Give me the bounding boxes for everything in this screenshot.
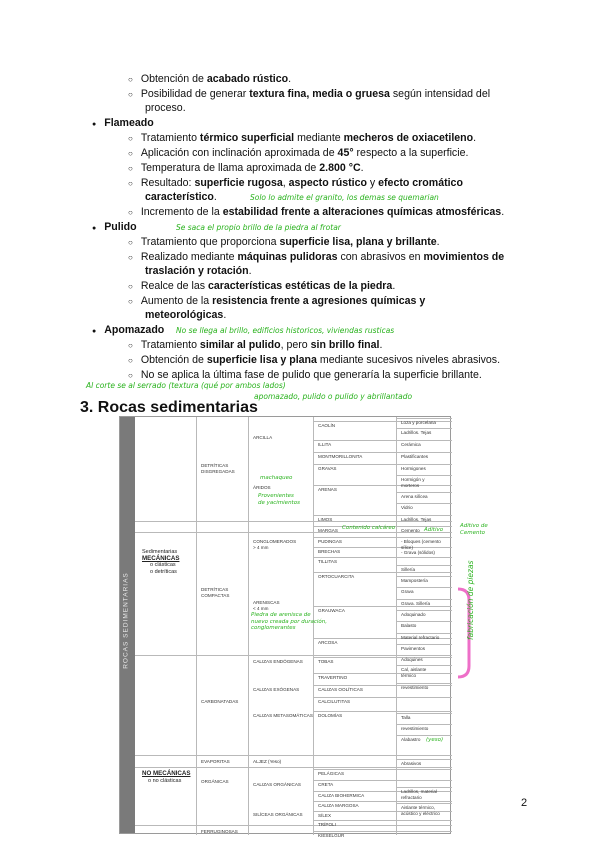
- table-handwritten-note: Piedra de arenisca de nuevo creada por duración, conglomerantes: [251, 612, 327, 631]
- sub-bullet-item: [128, 87, 490, 102]
- sub-bullet-item: [128, 294, 425, 309]
- table-cell: Cerámica: [401, 442, 421, 447]
- table-rule: [396, 576, 452, 577]
- text-run: textura fina, media o gruesa: [249, 88, 390, 100]
- table-cell: Aislante térmico, acústico y eléctrico: [401, 805, 440, 816]
- text-run: , pero: [280, 339, 311, 351]
- text-run: Pulido: [104, 221, 137, 233]
- table-cell: Cemento: [401, 528, 420, 533]
- table-cell: Talla: [401, 715, 411, 720]
- group-line: MECÁNICAS: [142, 554, 180, 562]
- text-run: .: [248, 265, 252, 277]
- table-rule: [396, 633, 452, 634]
- table-cell: Loza y porcelana: [401, 420, 436, 425]
- table-cell: Material refractario: [401, 635, 440, 640]
- table-cell: Ladrillos. Tejas: [401, 517, 432, 522]
- table-cell: ILLITA: [318, 442, 332, 447]
- text-run: Obtención de: [140, 73, 207, 85]
- sub-bullet-item: [128, 205, 504, 220]
- group-line: Sedimentarias: [142, 549, 178, 555]
- table-rule: [396, 610, 452, 611]
- text-run: Tratamiento que proporciona: [140, 236, 280, 248]
- bullet-item: [92, 323, 164, 339]
- table-cell: Grava. Sillería: [401, 601, 431, 606]
- table-rule: [313, 657, 452, 658]
- table-sidebar: [120, 417, 135, 833]
- table-cell: Alabastro: [401, 737, 421, 742]
- table-rule: [313, 572, 452, 573]
- table-cell: ORGÁNICAS: [201, 779, 229, 784]
- text-run: respecto a la superficie.: [353, 147, 469, 159]
- table-rule: [396, 644, 452, 645]
- table-cell: LIMOS: [318, 517, 333, 522]
- table-cell: Sillería: [401, 567, 416, 572]
- table-cell: Balasto: [401, 623, 417, 628]
- text-run: máquinas pulidoras: [237, 251, 338, 263]
- table-rule: [313, 820, 452, 821]
- table-rule: [396, 655, 452, 656]
- table-rule: [396, 475, 452, 476]
- table-cell: SÍLEX: [318, 813, 332, 818]
- text-run: ,: [282, 177, 289, 189]
- text-run: Temperatura de llama aproximada de: [140, 162, 320, 174]
- text-run: .: [473, 132, 477, 144]
- text-run: Posibilidad de generar: [140, 88, 250, 100]
- group-line: NO MECÁNICAS: [142, 770, 191, 777]
- sidebar-label: ROCAS SEDIMENTARIAS: [122, 572, 130, 669]
- table-cell: CALCILUTITAS: [318, 699, 351, 704]
- text-run: .: [379, 339, 383, 351]
- table-cell: ARCOSA: [318, 640, 338, 645]
- table-cell: CALIZA MARGOSA: [318, 803, 359, 808]
- table-rule: [396, 735, 452, 736]
- text-run: superficie lisa, plana y brillante: [279, 236, 437, 248]
- text-run: .: [213, 191, 217, 203]
- table-rule: [396, 683, 452, 684]
- sub-bullet-item: [128, 176, 463, 191]
- table-rule: [313, 801, 452, 802]
- handwritten-note: Al corte se al serrado (textura (qué por ambos lados): [86, 381, 286, 390]
- table-cell: ARENISCAS < 4 mm: [253, 600, 280, 611]
- text-run: Obtención de: [140, 354, 207, 366]
- text-run: superficie lisa y plana: [206, 354, 317, 366]
- text-run: similar al pulido: [199, 339, 281, 351]
- table-rule: [313, 697, 452, 698]
- sub-bullet-circle: ○: [128, 341, 133, 350]
- table-cell: Ladrillos. Tejas: [401, 430, 432, 435]
- sub-bullet-item: [128, 338, 382, 353]
- table-cell: Arena silícea: [401, 494, 428, 499]
- table-rule: [196, 417, 197, 835]
- table-cell: CALIZAS ENDÓGENAS: [253, 659, 303, 664]
- table-rule: [396, 565, 452, 566]
- handwritten-note: Se saca el propio brillo de la piedra al frotar: [176, 223, 341, 232]
- sub-bullet-circle: ○: [128, 134, 133, 143]
- text-run: Resultado:: [140, 177, 195, 189]
- table-rule: [396, 665, 452, 666]
- sub-bullet-circle: ○: [128, 208, 133, 217]
- text-run: Aumento de la: [140, 295, 213, 307]
- table-cell: Hormigón y morteros: [401, 477, 425, 488]
- text-run: Tratamiento: [140, 132, 200, 144]
- table-rule: [396, 515, 452, 516]
- table-rule: [135, 825, 452, 826]
- table-cell: Cal, aislante térmico: [401, 667, 427, 678]
- sub-bullet-circle: ○: [128, 371, 133, 380]
- group-no-mecanicas: [142, 771, 190, 784]
- text-continuation: [145, 264, 252, 278]
- group-line: o detríticas: [150, 568, 177, 575]
- table-rule: [396, 452, 452, 453]
- table-rule: [313, 780, 452, 781]
- bullet-dot: ●: [92, 328, 97, 335]
- table-cell: Vidrio: [401, 505, 413, 510]
- table-rule: [396, 713, 452, 714]
- text-run: .: [436, 236, 440, 248]
- text-run: mediante: [294, 132, 344, 144]
- table-cell: TRAVERTINO: [318, 675, 348, 680]
- text-run: Apomazado: [104, 324, 165, 336]
- sub-bullet-circle: ○: [128, 253, 133, 262]
- table-cell: CALIZAS METASOMÁTICAS: [253, 713, 313, 718]
- text-run: Aplicación con inclinación aproximada de: [140, 147, 338, 159]
- sub-bullet-circle: ○: [128, 238, 133, 247]
- table-cell: EVAPORITAS: [201, 759, 230, 764]
- text-run: características estéticas de la piedra: [207, 280, 393, 292]
- text-run: .: [501, 206, 505, 218]
- text-run: con abrasivos en: [337, 251, 424, 263]
- table-rule: [313, 606, 452, 607]
- table-cell: MARGAS: [318, 528, 338, 533]
- text-run: efecto cromático: [378, 177, 463, 189]
- table-cell: BRECHAS: [318, 549, 341, 554]
- sub-bullet-circle: ○: [128, 179, 133, 188]
- table-cell: DETRÍTICAS DISGREGADAS: [201, 463, 235, 474]
- table-cell: - Bloques (cemento sílice) - Grava (sólidos): [401, 539, 441, 555]
- sub-bullet-circle: ○: [128, 297, 133, 306]
- table-rule: [396, 787, 452, 788]
- handwritten-note: Solo lo admite el granito, los demas se quemarian: [250, 193, 439, 202]
- text-continuation: [145, 190, 217, 204]
- table-rule: [313, 831, 452, 832]
- table-cell: Ladrillos, material refractario: [401, 789, 437, 800]
- table-cell: ORTOCUARCITA: [318, 574, 355, 579]
- text-run: 45°: [337, 147, 354, 159]
- text-run: y: [366, 177, 379, 189]
- table-cell: GRAUWACA: [318, 608, 345, 613]
- text-run: mecheros de oxiacetileno: [343, 132, 474, 144]
- table-cell: CALIZAS ORGÁNICAS: [253, 782, 301, 787]
- table-rule: [313, 557, 452, 558]
- sub-bullet-item: [128, 131, 476, 146]
- table-rule: [313, 485, 452, 486]
- sub-bullet-circle: ○: [128, 282, 133, 291]
- text-run: estabilidad frente a alteraciones químicas atmosféricas: [222, 206, 502, 218]
- table-rule: [135, 767, 452, 768]
- sub-bullet-circle: ○: [128, 356, 133, 365]
- table-rule: [396, 599, 452, 600]
- text-run: .: [223, 309, 227, 321]
- sub-bullet-item: [128, 72, 291, 87]
- table-rule: [396, 492, 452, 493]
- table-cell: ARENAS: [318, 487, 337, 492]
- text-run: Flameado: [104, 117, 154, 129]
- table-rule: [396, 621, 452, 622]
- table-cell: ARCILLA: [253, 435, 273, 440]
- sub-bullet-item: [128, 279, 395, 294]
- table-cell: CRETA: [318, 782, 334, 787]
- bullet-dot: ●: [92, 225, 97, 232]
- table-cell: CALIZAS EXÓGENAS: [253, 687, 300, 692]
- text-run: traslación y rotación: [145, 265, 249, 277]
- table-cell: CARBONATADAS: [201, 699, 239, 704]
- group-mecanicas: [142, 549, 179, 575]
- table-cell: SILÍCEAS ORGÁNICAS: [253, 812, 303, 817]
- table-rule: [396, 537, 452, 538]
- text-run: superficie rugosa: [194, 177, 283, 189]
- table-cell: PELÁGICAS: [318, 771, 345, 776]
- table-cell: TILLITAS: [318, 559, 338, 564]
- table-cell: ALJEZ (Yeso): [253, 759, 282, 764]
- table-cell: MONTMORILLONITA: [318, 454, 363, 459]
- sub-bullet-circle: ○: [128, 90, 133, 99]
- table-cell: ÁRIDOS: [253, 485, 271, 490]
- table-cell: Adoquines: [401, 657, 423, 662]
- table-rule: [396, 418, 452, 419]
- text-run: térmico superficial: [199, 132, 295, 144]
- text-run: .: [392, 280, 396, 292]
- text-run: Realizado mediante: [140, 251, 238, 263]
- table-rule: [396, 440, 452, 441]
- hand-note-vertical: fabricación de piezas: [466, 560, 475, 640]
- table-cell: Pavimentos: [401, 646, 426, 651]
- table-rule: [313, 769, 452, 770]
- sub-bullet-item: [128, 250, 504, 265]
- sub-bullet-circle: ○: [128, 164, 133, 173]
- table-cell: Adoquinado: [401, 612, 426, 617]
- table-cell: DETRÍTICAS COMPACTAS: [201, 587, 230, 598]
- text-run: acabado rústico: [206, 73, 289, 85]
- bullet-dot: ●: [92, 121, 97, 128]
- table-cell: CAOLÍN: [318, 423, 336, 428]
- table-handwritten-note: machaqueo: [260, 475, 293, 481]
- table-handwritten-note: Aditivo: [424, 527, 444, 533]
- text-run: movimientos de: [423, 251, 505, 263]
- table-rule: [313, 685, 452, 686]
- text-run: proceso.: [145, 102, 186, 114]
- text-run: sin brillo final: [310, 339, 380, 351]
- table-cell: revestimiento: [401, 726, 429, 731]
- text-run: mediante sucesivos niveles abrasivos.: [316, 354, 501, 366]
- table-cell: GRAVAS: [318, 466, 337, 471]
- text-run: No se aplica la última fase de pulido que generaría la superficie brillante.: [140, 369, 482, 381]
- table-cell: TRÍPOLI: [318, 822, 336, 827]
- table-rule: [313, 711, 452, 712]
- table-cell: PUDINGAS: [318, 539, 342, 544]
- table-rule: [396, 503, 452, 504]
- handwritten-note: apomazado, pulido o pulido y abrillantado: [254, 392, 413, 401]
- table-cell: revestimiento: [401, 685, 429, 690]
- table-cell: Grava: [401, 589, 414, 594]
- handwritten-note: No se llega al brillo, edificios historicos, viviendas rusticas: [176, 326, 395, 335]
- table-handwritten-note: (yeso): [426, 737, 444, 743]
- table-cell: CALIZA BIOHERMICA: [318, 793, 365, 798]
- table-handwritten-note: Contenido calcáreo: [342, 525, 396, 531]
- bullet-item: [92, 116, 154, 132]
- table-rule: [135, 755, 452, 756]
- table-cell: CONGLOMERADOS > 4 mm: [253, 539, 297, 550]
- table-handwritten-note: Aditivo de Cemento: [460, 523, 488, 536]
- table-rule: [396, 724, 452, 725]
- text-run: aspecto rústico: [288, 177, 367, 189]
- table-cell: Abrasivos: [401, 761, 422, 766]
- text-run: Realce de las: [140, 280, 208, 292]
- text-run: Tratamiento: [140, 339, 200, 351]
- table-cell: Plastificantes: [401, 454, 429, 459]
- table-rule: [396, 587, 452, 588]
- sub-bullet-item: [128, 235, 440, 250]
- table-rule: [313, 673, 452, 674]
- page-number: 2: [521, 797, 528, 809]
- table-rule: [396, 417, 397, 835]
- text-run: según intensidad del: [389, 88, 491, 100]
- sub-bullet-item: [128, 161, 364, 176]
- text-run: 2.800 °C: [319, 162, 361, 174]
- table-rule: [396, 428, 452, 429]
- text-run: .: [288, 73, 292, 85]
- group-line: o clásticas: [150, 562, 176, 568]
- section-heading: 3. Rocas sedimentarias: [80, 399, 258, 416]
- text-run: .: [360, 162, 364, 174]
- table-cell: Mampostería: [401, 578, 428, 583]
- text-run: meteorológicas: [145, 309, 224, 321]
- group-line: o no clásticas: [148, 777, 182, 784]
- text-run: Incremento de la: [140, 206, 223, 218]
- table-rule: [248, 417, 249, 835]
- sub-bullet-item: [128, 146, 468, 161]
- table-cell: TOBAS: [318, 659, 334, 664]
- text-run: característico: [145, 191, 214, 203]
- sub-bullet-item: [128, 353, 500, 368]
- text-continuation: [145, 101, 186, 115]
- table-cell: KIESELGUR: [318, 833, 345, 838]
- text-continuation: [145, 308, 226, 322]
- table-cell: FERRUGINOSAS: [201, 829, 238, 834]
- table-rule: [396, 803, 452, 804]
- table-cell: Hormigones: [401, 466, 426, 471]
- sub-bullet-circle: ○: [128, 149, 133, 158]
- table-rule: [396, 759, 452, 760]
- table-cell: CALIZAS OOLÍTICAS: [318, 687, 363, 692]
- table-rule: [396, 464, 452, 465]
- text-run: resistencia frente a agresiones químicas y: [212, 295, 426, 307]
- table-handwritten-note: Provenientes de yacimientos: [258, 493, 300, 506]
- bullet-item: [92, 220, 137, 236]
- table-cell: DOLOMÍAS: [318, 713, 343, 718]
- sub-bullet-circle: ○: [128, 75, 133, 84]
